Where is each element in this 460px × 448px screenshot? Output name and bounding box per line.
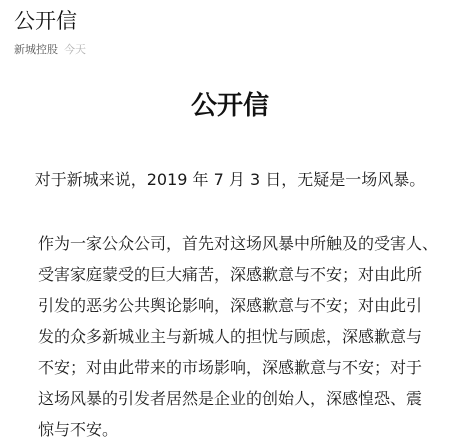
paragraph-2: [0, 228, 460, 445]
paragraph-1: 对于新城来说，2019 年 7 月 3 日，无疑是一场风暴。: [34, 170, 426, 189]
document-title: 公开信: [190, 91, 269, 121]
paragraph-2-line: 引发的恶劣公共舆论影响，深感歉意与不安；对由此引: [38, 296, 423, 315]
article-meta: [14, 42, 446, 58]
paragraph-2-line: 作为一家公众公司，首先对这场风暴中所触及的受害人、: [38, 234, 439, 253]
publish-time: 今天: [64, 43, 86, 56]
paragraph-2-line: 不安；对由此带来的市场影响，深感歉意与不安；对于: [38, 358, 423, 377]
source-account-link[interactable]: 新城控股: [14, 43, 58, 56]
paragraph-2-line: 受害家庭蒙受的巨大痛苦，深感歉意与不安；对由此所: [38, 265, 423, 284]
article-title: 公开信: [14, 9, 77, 33]
paragraph-2-line: 发的众多新城业主与新城人的担忧与顾虑，深感歉意与: [38, 327, 423, 346]
paragraph-2-line: 惊与不安。: [38, 420, 119, 439]
article-header: [14, 6, 446, 58]
paragraph-2-line: 这场风暴的引发者居然是企业的创始人，深感惶恐、震: [38, 389, 423, 408]
